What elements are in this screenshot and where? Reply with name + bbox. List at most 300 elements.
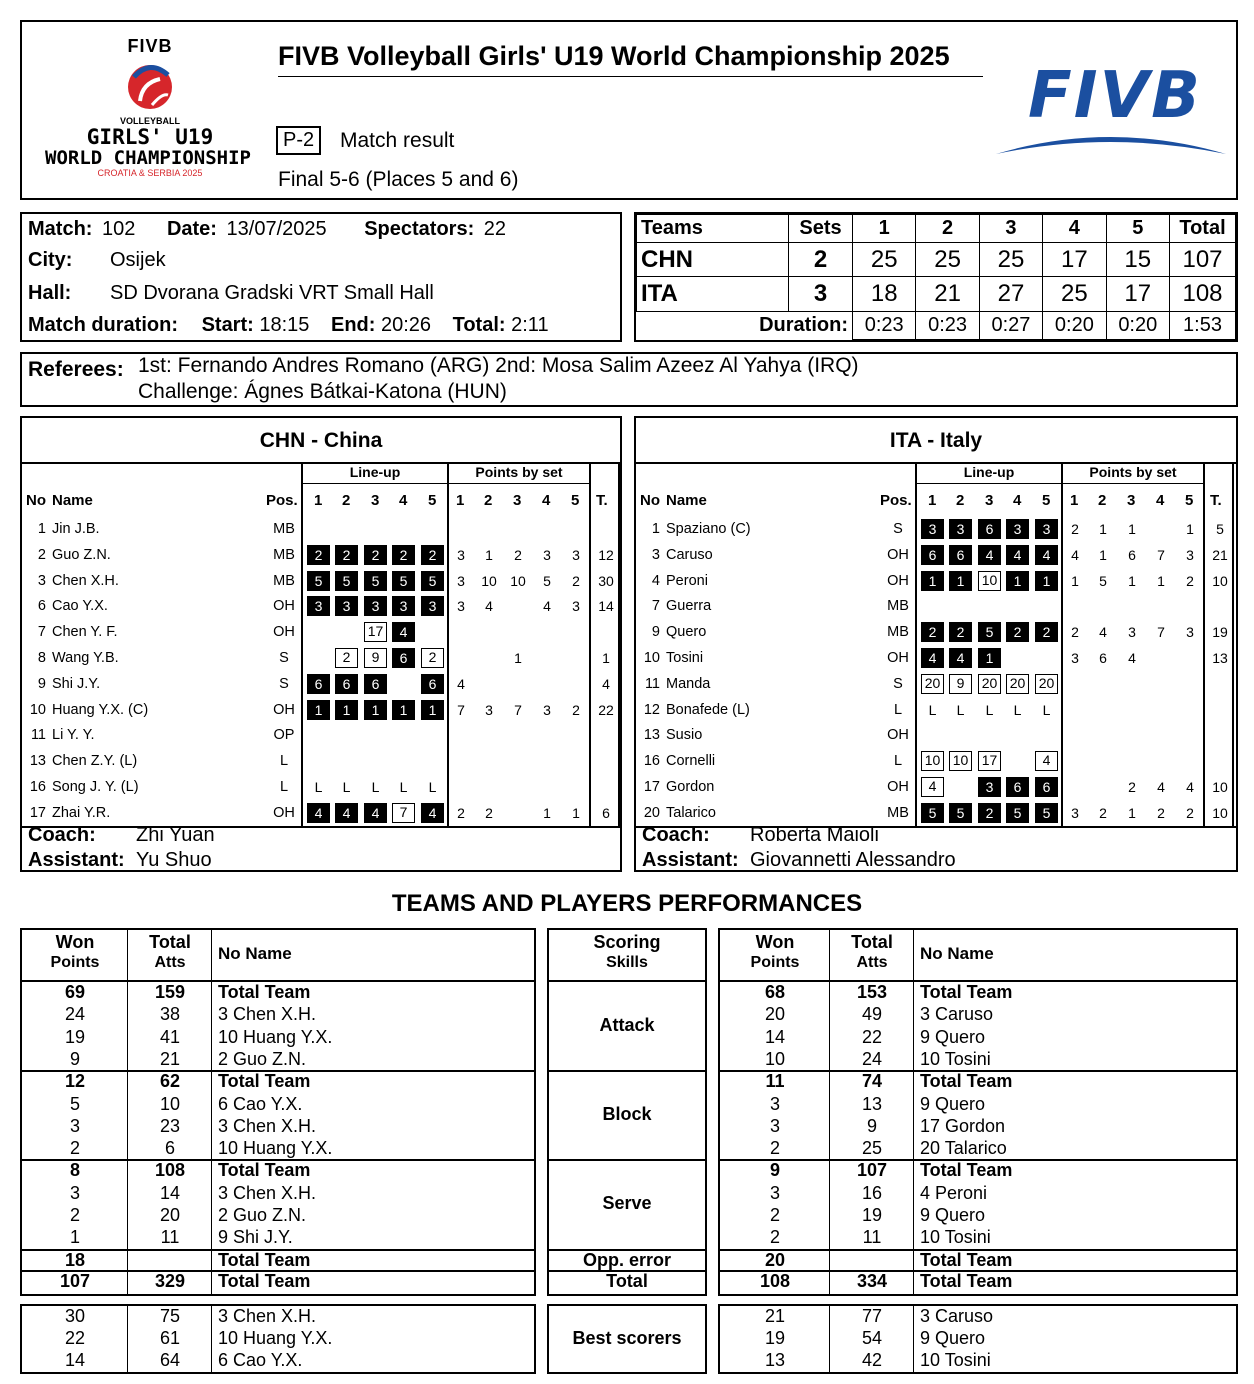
atts-header: Total — [851, 932, 893, 952]
player-number: 8 — [37, 650, 46, 666]
match-phase: Final 5-6 (Places 5 and 6) — [278, 168, 519, 191]
set-points: 1 — [1099, 521, 1107, 537]
lineup-cell: 4 — [1035, 545, 1058, 565]
set-duration: 0:23 — [916, 311, 979, 339]
hall: SD Dvorana Gradski VRT Small Hall — [110, 282, 434, 304]
player-name: Wang Y.B. — [52, 650, 119, 666]
won-points: 8 — [69, 1160, 80, 1181]
player-name: 9 Shi J.Y. — [218, 1227, 293, 1248]
duration-label: Duration: — [637, 311, 853, 339]
lineup-cell: 6 — [921, 545, 944, 565]
set-points: 7 — [1157, 546, 1165, 563]
set-points: 4 — [485, 598, 493, 615]
logo-line3: CROATIA & SERBIA 2025 — [97, 168, 203, 178]
set-points: 4 — [1157, 779, 1165, 795]
score-sets-won: 2 — [789, 243, 853, 277]
match-number: 102 — [102, 218, 136, 240]
total-points: 14 — [598, 598, 614, 615]
performance-skills — [547, 928, 707, 1296]
set-points: 6 — [1099, 650, 1107, 666]
total-points: 19 — [1212, 624, 1228, 641]
won-points: 3 — [769, 1093, 780, 1114]
divider — [549, 1070, 705, 1072]
lineup-cell: 4 — [392, 622, 415, 642]
lineup-cell: 4 — [921, 777, 944, 797]
total-attempts: 16 — [861, 1182, 883, 1203]
set-points: 2 — [1186, 804, 1194, 821]
logo-line1: GIRLS' U19 — [86, 125, 214, 149]
team-total-label: Total Team — [920, 1249, 1013, 1270]
score-set: 25 — [1043, 277, 1106, 311]
won-points: 68 — [764, 982, 786, 1002]
coach-label: Coach: — [642, 824, 710, 846]
coach-label: Coach: — [28, 824, 96, 846]
player-row — [636, 516, 1240, 542]
skill-name: Total — [606, 1270, 648, 1291]
player-row — [22, 568, 624, 594]
performance-ita — [718, 928, 1238, 1296]
score-sets-won: 3 — [789, 277, 853, 311]
team-title: ITA - Italy — [636, 418, 1236, 464]
player-name: Shi J.Y. — [52, 675, 101, 692]
set-points: 3 — [485, 701, 493, 718]
lineup-cell: 3 — [1006, 519, 1029, 539]
match-label: Match: — [28, 218, 93, 240]
lineup-cell: 5 — [335, 571, 358, 591]
total-points: 5 — [1216, 521, 1224, 537]
player-row — [22, 671, 624, 697]
lineup-header: Line-up — [916, 464, 1062, 484]
player-name: Talarico — [666, 804, 716, 821]
set-points: 3 — [1071, 650, 1079, 666]
player-name: 10 Huang Y.X. — [218, 1138, 333, 1159]
set-points: 5 — [543, 572, 551, 589]
lineup-cell: 2 — [421, 545, 444, 565]
player-position: OH — [887, 546, 909, 563]
score-set: 25 — [979, 243, 1042, 277]
player-number: 3 — [37, 572, 46, 589]
team-total-label: Total Team — [218, 1249, 311, 1270]
won-points: 2 — [769, 1227, 780, 1248]
won-points: 3 — [769, 1115, 780, 1136]
total-label: Total: — [452, 314, 506, 336]
total-attempts: 9 — [866, 1115, 877, 1136]
end-label: End: — [330, 314, 376, 336]
player-number: 1 — [651, 521, 660, 537]
player-position: S — [279, 675, 289, 692]
player-position: OH — [273, 598, 295, 615]
player-row — [636, 748, 1240, 774]
total-attempts: 13 — [861, 1093, 883, 1114]
name-header: No Name — [218, 944, 292, 963]
player-position: OH — [273, 804, 295, 821]
score-total: 108 — [1170, 277, 1236, 311]
score-row-chn — [637, 243, 1236, 277]
city-label: City: — [28, 249, 73, 271]
lineup-cell: 4 — [307, 803, 330, 823]
player-position: MB — [887, 804, 909, 821]
lineup-cell: 20 — [921, 674, 944, 694]
lineup-set-header: 2 — [342, 492, 351, 509]
player-name: Quero — [666, 624, 707, 641]
set-points: 2 — [457, 804, 465, 821]
lineup-cell: 3 — [307, 596, 330, 616]
won-points: 3 — [69, 1115, 80, 1136]
won-points: 19 — [764, 1328, 786, 1348]
lineup-cell: L — [956, 701, 965, 718]
set-points: 2 — [485, 804, 493, 821]
lineup-cell: 6 — [978, 519, 1001, 539]
player-name: 3 Chen X.H. — [218, 1182, 317, 1203]
won-points: 2 — [69, 1138, 80, 1159]
lineup-cell: 4 — [949, 648, 972, 668]
player-position: L — [893, 753, 903, 770]
player-name: Jin J.B. — [52, 521, 100, 537]
lineup-cell: 2 — [364, 545, 387, 565]
set-points: 4 — [1128, 650, 1136, 666]
player-name: Cao Y.X. — [52, 598, 108, 615]
set-points: 4 — [1099, 624, 1107, 641]
lineup-cell: 5 — [392, 571, 415, 591]
won-points: 24 — [64, 1004, 86, 1025]
pos-header: Pos. — [266, 492, 298, 509]
total-attempts: 38 — [159, 1004, 181, 1025]
won-points: 1 — [69, 1227, 80, 1248]
best-scorers-chn — [20, 1304, 536, 1374]
points-by-set-header: Points by set — [448, 464, 590, 484]
lineup-cell: 5 — [949, 803, 972, 823]
player-name: 3 Chen X.H. — [218, 1115, 317, 1136]
won-points: 11 — [765, 1071, 785, 1092]
lineup-set-header: 1 — [928, 492, 937, 509]
player-row — [636, 671, 1240, 697]
lineup-cell: 6 — [335, 674, 358, 694]
score-header-teams: Teams — [637, 215, 789, 243]
date-label: Date: — [166, 218, 217, 240]
match-info — [20, 212, 622, 342]
referees-label: Referees: — [28, 358, 124, 381]
divider — [549, 980, 705, 982]
points-set-header: 2 — [484, 492, 493, 509]
player-position: OH — [887, 650, 909, 666]
set-points: 3 — [457, 546, 465, 563]
atts-header: Total — [149, 932, 191, 952]
total-attempts: 64 — [159, 1350, 181, 1370]
performances-title: TEAMS AND PLAYERS PERFORMANCES — [391, 890, 863, 917]
won-points: 108 — [759, 1270, 791, 1291]
won-points: 5 — [69, 1093, 80, 1114]
player-row — [22, 619, 624, 645]
set-points: 2 — [1186, 572, 1194, 589]
lineup-cell: 2 — [421, 648, 444, 668]
lineup-cell: 2 — [978, 803, 1001, 823]
name-header: Name — [666, 492, 707, 509]
set-points: 7 — [1157, 624, 1165, 641]
skill-name: Serve — [602, 1193, 652, 1214]
set-points: 4 — [543, 598, 551, 615]
lineup-cell: 4 — [1035, 751, 1058, 771]
city: Osijek — [110, 249, 166, 271]
set-points: 4 — [1186, 779, 1194, 795]
duration-row — [637, 311, 1236, 339]
lineup-cell: 2 — [1035, 622, 1058, 642]
lineup-cell: 2 — [335, 545, 358, 565]
score-set: 25 — [916, 243, 979, 277]
player-row — [636, 542, 1240, 568]
set-points: 3 — [457, 572, 465, 589]
player-name: 10 Tosini — [920, 1048, 991, 1069]
player-position: MB — [273, 521, 295, 537]
set-points: 1 — [1128, 804, 1136, 821]
player-position: OP — [273, 727, 295, 744]
total-time: 2:11 — [511, 314, 549, 336]
lineup-cell: L — [314, 779, 323, 795]
lineup-cell: L — [985, 701, 994, 718]
total-attempts: 61 — [159, 1328, 181, 1348]
pos-header: Pos. — [880, 492, 912, 509]
player-number: 6 — [37, 598, 46, 615]
player-name: 2 Guo Z.N. — [218, 1205, 307, 1225]
set-duration: 0:20 — [1106, 311, 1169, 339]
player-row — [22, 800, 624, 826]
lineup-cell: 2 — [307, 545, 330, 565]
page-title: FIVB Volleyball Girls' U19 World Championship 2025 — [278, 40, 983, 77]
player-name: Caruso — [666, 546, 713, 563]
player-name: 20 Talarico — [920, 1138, 1007, 1159]
set-points: 1 — [543, 804, 551, 821]
total-attempts: 24 — [861, 1048, 883, 1069]
lineup-cell: 3 — [364, 596, 387, 616]
referees-line2: Challenge: Ágnes Bátkai-Katona (HUN) — [138, 380, 507, 403]
end-time: 20:26 — [380, 314, 432, 336]
player-name: Total Team — [920, 982, 1013, 1002]
lineup-header: Line-up — [302, 464, 448, 484]
won-points: 14 — [64, 1350, 86, 1370]
set-points: 10 — [510, 572, 526, 589]
lineup-cell: L — [342, 779, 351, 795]
total-attempts: 6 — [164, 1138, 175, 1159]
set-points: 1 — [572, 804, 580, 821]
won-points: 21 — [764, 1306, 786, 1326]
total-attempts: 10 — [159, 1093, 181, 1114]
lineup-cell: 1 — [421, 700, 444, 720]
player-name: 3 Caruso — [920, 1306, 994, 1326]
player-name: Song J. Y. (L) — [52, 779, 139, 795]
set-points: 2 — [1099, 804, 1107, 821]
player-name: Chen X.H. — [52, 572, 119, 589]
score-set: 27 — [979, 277, 1042, 311]
total-attempts: 11 — [862, 1227, 882, 1248]
player-name: Peroni — [666, 572, 708, 589]
won-header: Won — [55, 932, 95, 952]
player-name: 10 Tosini — [920, 1350, 991, 1370]
total-attempts: 49 — [861, 1004, 883, 1025]
player-number: 3 — [651, 546, 660, 563]
set-points: 7 — [457, 701, 465, 718]
total-points: 4 — [602, 675, 610, 692]
set-points: 3 — [572, 546, 580, 563]
score-set: 15 — [1106, 243, 1169, 277]
set-points: 3 — [1186, 546, 1194, 563]
player-name: Total Team — [920, 1160, 1013, 1181]
points-set-header: 4 — [542, 492, 551, 509]
player-row — [22, 645, 624, 671]
player-name: Cornelli — [666, 753, 716, 770]
player-position: S — [893, 521, 903, 537]
lineup-set-header: 4 — [1013, 492, 1022, 509]
won-points: 9 — [69, 1048, 80, 1069]
fivb-logo-text: FIVB — [1028, 59, 1202, 133]
set-points: 3 — [572, 598, 580, 615]
divider — [636, 826, 1236, 828]
player-number: 17 — [29, 804, 46, 821]
total-attempts: 20 — [159, 1205, 181, 1225]
total-attempts: 62 — [159, 1071, 181, 1092]
player-name: 17 Gordon — [920, 1115, 1006, 1136]
set-points: 3 — [1186, 624, 1194, 641]
lineup-cell: L — [928, 701, 937, 718]
total-attempts: 41 — [159, 1026, 181, 1047]
team-chn-lineup — [20, 416, 622, 872]
won-points: 12 — [64, 1071, 86, 1092]
total-attempts: 107 — [856, 1160, 888, 1181]
score-header-set3: 3 — [979, 215, 1042, 243]
player-number: 10 — [29, 701, 46, 718]
lineup-set-header: 3 — [371, 492, 380, 509]
lineup-cell: 6 — [949, 545, 972, 565]
lineup-cell: 10 — [978, 571, 1001, 591]
player-position: OH — [273, 701, 295, 718]
set-points: 2 — [1071, 521, 1079, 537]
lineup-cell: 5 — [421, 571, 444, 591]
player-row — [22, 516, 624, 542]
set-points: 3 — [1071, 804, 1079, 821]
score-total: 107 — [1170, 243, 1236, 277]
won-points: 18 — [64, 1249, 86, 1270]
lineup-cell: 4 — [421, 803, 444, 823]
player-position: MB — [887, 598, 909, 615]
set-points: 4 — [1071, 546, 1079, 563]
player-number: 2 — [37, 546, 46, 563]
assistant-name: Yu Shuo — [136, 849, 212, 871]
set-points: 6 — [1128, 546, 1136, 563]
coach-name: Zhi Yuan — [136, 824, 215, 846]
team-title: CHN - China — [22, 418, 620, 464]
won-points: 3 — [769, 1182, 780, 1203]
player-name: 3 Chen X.H. — [218, 1306, 317, 1326]
player-row — [22, 697, 624, 723]
player-name: Guerra — [666, 598, 712, 615]
total-attempts: 108 — [154, 1160, 186, 1181]
points-set-header: 4 — [1156, 492, 1165, 509]
won-header: Won — [755, 932, 795, 952]
set-points: 2 — [514, 546, 522, 563]
total-attempts: 153 — [856, 982, 888, 1002]
match-date: 13/07/2025 — [226, 218, 327, 240]
won-points: 19 — [64, 1026, 86, 1047]
lineup-cell: L — [371, 779, 380, 795]
player-row — [636, 619, 1240, 645]
player-row — [636, 722, 1240, 748]
lineup-cell: 3 — [921, 519, 944, 539]
player-name: Manda — [666, 675, 711, 692]
player-name: 6 Cao Y.X. — [218, 1093, 303, 1114]
player-number: 20 — [643, 804, 660, 821]
lineup-cell: 5 — [1006, 803, 1029, 823]
lineup-cell: 4 — [921, 648, 944, 668]
total-attempts: 329 — [154, 1270, 186, 1291]
player-number: 13 — [29, 753, 46, 770]
set-points: 2 — [1071, 624, 1079, 641]
player-position: MB — [887, 624, 909, 641]
player-name: Spaziano (C) — [666, 521, 751, 537]
set-points: 1 — [1157, 572, 1165, 589]
skill-name: Attack — [599, 1015, 655, 1035]
total-attempts: 74 — [861, 1071, 883, 1092]
lineup-cell: 5 — [921, 803, 944, 823]
set-points: 7 — [514, 701, 522, 718]
player-row — [636, 593, 1240, 619]
won-points: 13 — [764, 1350, 786, 1370]
player-number: 17 — [643, 779, 660, 795]
total-attempts: 75 — [159, 1306, 181, 1326]
assistant-name: Giovannetti Alessandro — [750, 849, 956, 871]
lineup-cell: 2 — [921, 622, 944, 642]
lineup-cell: 4 — [335, 803, 358, 823]
total-attempts: 21 — [159, 1048, 181, 1069]
lineup-cell: 2 — [1006, 622, 1029, 642]
lineup-cell: 1 — [978, 648, 1001, 668]
total-attempts: 19 — [861, 1205, 883, 1225]
player-number: 11 — [644, 675, 660, 692]
lineup-cell: 4 — [978, 545, 1001, 565]
set-duration: 0:23 — [853, 311, 916, 339]
points-set-header: 5 — [1185, 492, 1194, 509]
lineup-set-header: 2 — [956, 492, 965, 509]
lineup-cell: 2 — [392, 545, 415, 565]
total-points: 6 — [602, 804, 610, 821]
player-position: S — [893, 675, 903, 692]
set-points: 1 — [1128, 521, 1136, 537]
player-name: 3 Caruso — [920, 1004, 994, 1025]
fivb-logo — [990, 59, 1230, 162]
lineup-set-header: 5 — [428, 492, 437, 509]
total-attempts: 159 — [154, 982, 186, 1002]
player-number: 16 — [29, 779, 46, 795]
score-set: 17 — [1106, 277, 1169, 311]
player-row — [636, 645, 1240, 671]
player-name: 10 Huang Y.X. — [218, 1328, 333, 1348]
player-position: L — [893, 701, 903, 718]
player-row — [22, 748, 624, 774]
player-name: 3 Chen X.H. — [218, 1004, 317, 1025]
player-name: Total Team — [920, 1071, 1013, 1092]
logo-fivb-small: FIVB — [127, 36, 173, 56]
start-label: Start: — [201, 314, 254, 336]
lineup-cell: 6 — [392, 648, 415, 668]
set-points: 1 — [1071, 572, 1079, 589]
won-points: 107 — [59, 1270, 91, 1291]
best-scorers-ita — [718, 1304, 1238, 1374]
lineup-cell: 17 — [978, 751, 1001, 771]
player-name: Total Team — [218, 1071, 311, 1092]
no-header: No — [640, 492, 660, 509]
logo-line2: WORLD CHAMPIONSHIP — [45, 147, 251, 169]
won-points: 10 — [764, 1048, 786, 1069]
total-attempts: 23 — [159, 1115, 181, 1136]
score-team: ITA — [637, 277, 789, 311]
score-table — [634, 212, 1238, 342]
